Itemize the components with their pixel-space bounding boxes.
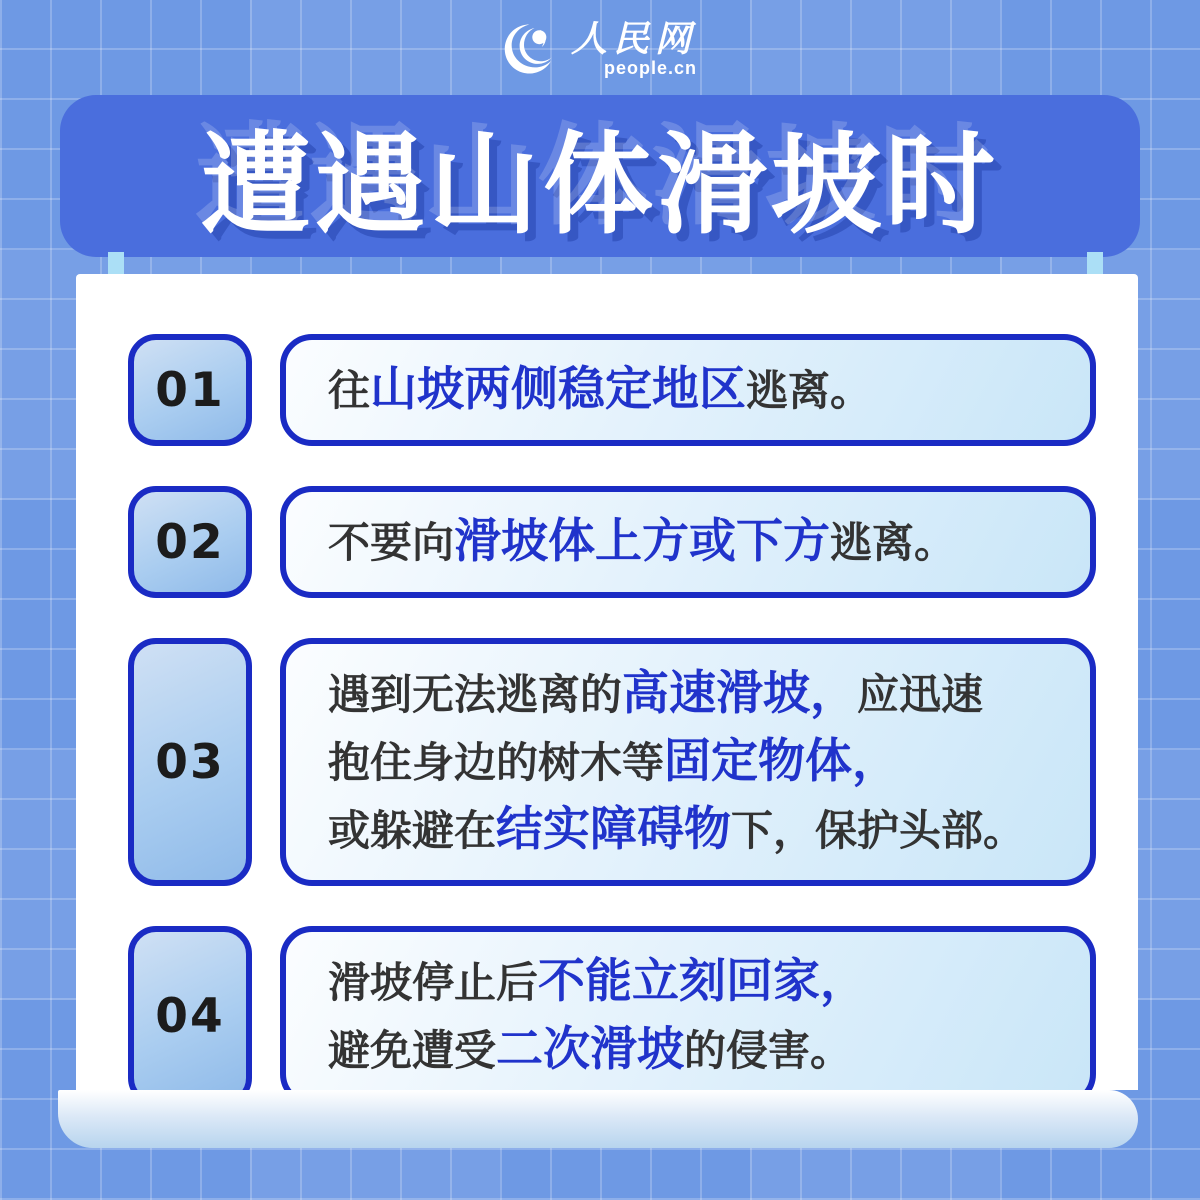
step-line <box>328 660 1062 728</box>
body-text: 逃离。 <box>830 519 957 566</box>
body-text: 避免遭受 <box>328 1027 497 1074</box>
step-text-box <box>280 638 1096 886</box>
highlight-text: 固定物体， <box>664 734 900 787</box>
body-text: 逃离。 <box>746 367 873 414</box>
step-row <box>128 334 1096 446</box>
page-title: 遭遇山体滑坡时 <box>201 124 999 247</box>
step-line <box>328 356 1062 424</box>
body-text: 不要向 <box>328 519 455 566</box>
body-text: 下，保护头部。 <box>731 807 1026 854</box>
header-band <box>60 95 1140 257</box>
highlight-text: 不能立刻回家， <box>538 954 868 1007</box>
step-text-box <box>280 334 1096 446</box>
step-line <box>328 796 1062 864</box>
step-number: 03 <box>155 734 225 790</box>
people-cn-swirl-icon <box>503 21 559 77</box>
step-number-badge <box>128 334 252 446</box>
logo-site-name: 人民网 <box>570 18 697 59</box>
step-number: 01 <box>155 362 225 418</box>
highlight-text: 山坡两侧稳定地区 <box>370 362 747 415</box>
step-list <box>76 274 1138 1090</box>
step-number-badge <box>128 638 252 886</box>
page-curl-sheet <box>58 1090 1138 1148</box>
body-text: 应迅速 <box>857 671 984 718</box>
body-text: 遇到无法逃离的 <box>328 671 623 718</box>
step-number-badge <box>128 486 252 598</box>
body-text: 往 <box>328 367 371 414</box>
body-text: 或躲避在 <box>328 807 497 854</box>
highlight-text: 二次滑坡 <box>496 1022 685 1075</box>
content-card <box>76 274 1138 1090</box>
step-number: 02 <box>155 514 225 570</box>
body-text: 滑坡停止后 <box>328 959 539 1006</box>
logo-text-block <box>571 20 697 78</box>
highlight-text: 高速滑坡， <box>622 666 858 719</box>
people-cn-logo <box>0 20 1200 78</box>
highlight-text: 滑坡体上方或下方 <box>454 514 831 567</box>
step-row <box>128 638 1096 886</box>
step-text-box <box>280 486 1096 598</box>
step-number: 04 <box>155 988 225 1044</box>
step-line <box>328 1016 1062 1084</box>
logo-domain: people.cn <box>603 58 697 78</box>
body-text: 抱住身边的树木等 <box>328 739 665 786</box>
step-number-badge <box>128 926 252 1106</box>
body-text: 的侵害。 <box>684 1027 853 1074</box>
step-line <box>328 728 1062 796</box>
step-line <box>328 508 1062 576</box>
step-text-box <box>280 926 1096 1106</box>
step-row <box>128 486 1096 598</box>
step-line <box>328 948 1062 1016</box>
step-row <box>128 926 1096 1106</box>
highlight-text: 结实障碍物 <box>496 802 732 855</box>
